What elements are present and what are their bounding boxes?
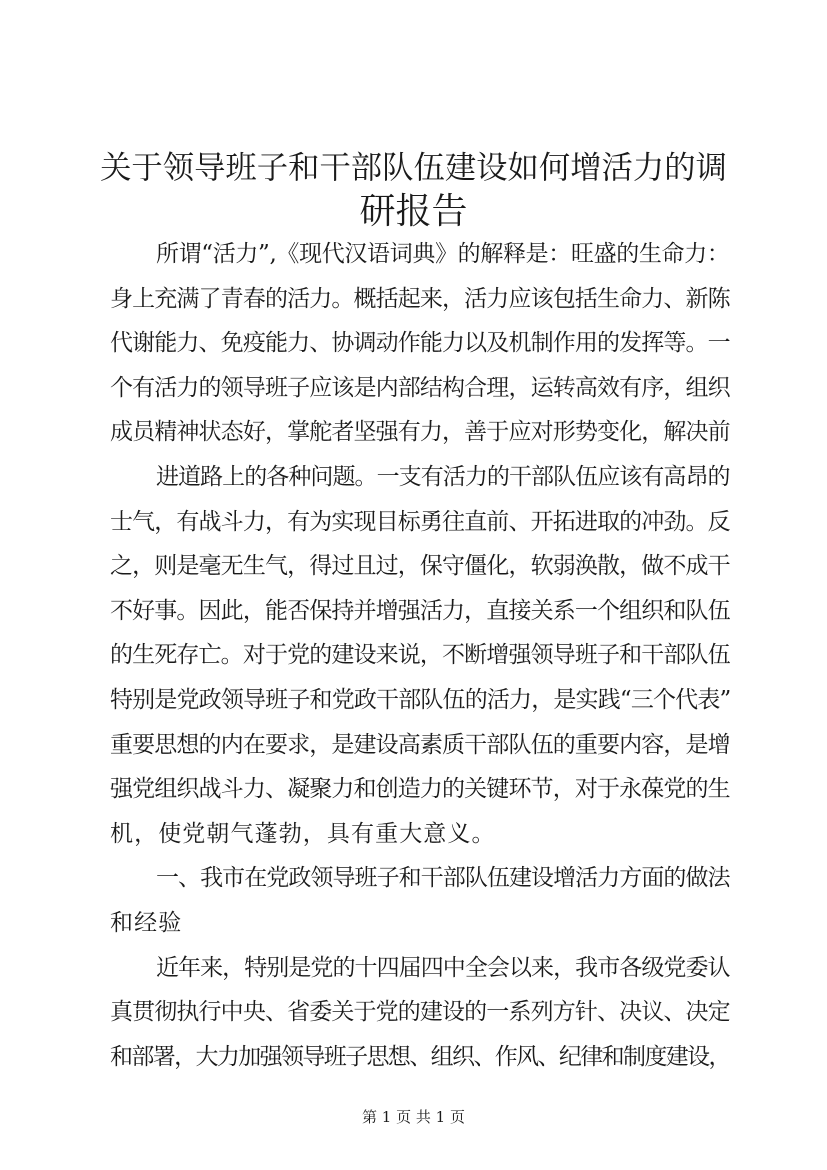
body-line: 一、我市在党政领导班子和干部队伍建设增活力方面的做法	[156, 865, 730, 892]
body-line: 士气，有战斗力，有为实现目标勇往直前、开拓进取的冲劲。反	[110, 508, 730, 535]
body-line: 近年来，特别是党的十四届四中全会以来，我市各级党委认	[156, 954, 730, 981]
body-line: 真贯彻执行中央、省委关于党的建设的一系列方针、决议、决定	[110, 999, 730, 1026]
body-line: 成员精神状态好，掌舵者坚强有力，善于应对形势变化，解决前	[110, 419, 730, 446]
body-line: 和经验	[110, 909, 183, 936]
page-footer: 第 1 页 共 1 页	[362, 1108, 465, 1126]
body-line: 之，则是毫无生气，得过且过，保守僵化，软弱涣散，做不成干	[110, 553, 730, 580]
body-line: 强党组织战斗力、凝聚力和创造力的关键环节，对于永葆党的生	[110, 776, 730, 803]
body-line: 重要思想的内在要求，是建设高素质干部队伍的重要内容，是增	[110, 731, 730, 758]
body-line: 身上充满了青春的活力。概括起来，活力应该包括生命力、新陈	[110, 285, 730, 312]
body-line: 进道路上的各种问题。一支有活力的干部队伍应该有高昂的	[156, 463, 730, 490]
body-line: 特别是党政领导班子和党政干部队伍的活力，是实践“三个代表”	[110, 686, 731, 713]
body-line: 所谓“活力”,《现代汉语词典》的解释是：旺盛的生命力：	[156, 241, 730, 267]
document-title	[100, 146, 727, 234]
body-line: 机，使党朝气蓬勃，具有重大意义。	[110, 820, 496, 847]
body-line: 个有活力的领导班子应该是内部结构合理，运转高效有序，组织	[110, 374, 730, 401]
body-line: 代谢能力、免疫能力、协调动作能力以及机制作用的发挥等。一	[110, 330, 730, 357]
title-line-1: 关于领导班子和干部队伍建设如何增活力的调	[100, 150, 727, 186]
title-line-2: 研报告	[359, 191, 468, 232]
body-line: 和部署，大力加强领导班子思想、组织、作风、纪律和制度建设，	[110, 1043, 730, 1070]
body-line: 不好事。因此，能否保持并增强活力，直接关系一个组织和队伍	[110, 597, 730, 624]
document-body	[110, 232, 730, 1079]
body-line: 的生死存亡。对于党的建设来说，不断增强领导班子和干部队伍	[110, 642, 730, 669]
